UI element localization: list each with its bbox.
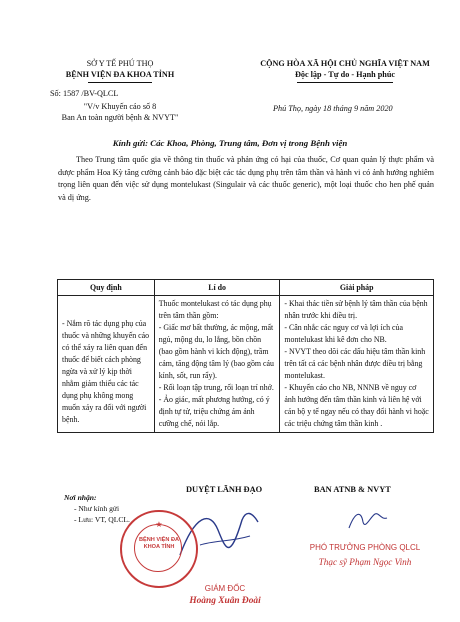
solution-cell — [280, 296, 434, 433]
doc-subject — [20, 101, 220, 123]
director-position: GIÁM ĐỐC — [204, 584, 246, 593]
vice-head-signature — [345, 506, 395, 536]
vice-head-position: PHÓ TRƯỞNG PHÒNG QLCL — [309, 543, 421, 552]
national-motto: Độc lập - Tự do - Hạnh phúc — [294, 70, 396, 79]
reason-item: Thuốc montelukast có tác dụng phụ trên tâm thần gồm: — [158, 299, 272, 320]
solution-item: - Khuyến cáo cho NB, NNNB về nguy cơ ảnh hưởng đến tâm thần kinh và liên hệ với cán bộ y tế ngay nếu có thay đổi hành vi hoặc các triệu chứng tâm thần kinh . — [284, 383, 429, 428]
country-name: CỘNG HÒA XÃ HỘI CHỦ NGHĨA VIỆT NAM — [260, 59, 430, 68]
guideline-table — [57, 279, 434, 433]
table-header: Lí do — [154, 280, 280, 296]
recipients-block — [64, 492, 130, 525]
recipients-title: Nơi nhận: — [64, 493, 97, 502]
header-right — [238, 58, 452, 80]
doc-number: Số: 1587 /BV-QLCL — [50, 89, 119, 98]
table-header: Quy định — [58, 280, 155, 296]
vice-head-name: Thạc sỹ Phạm Ngọc Vinh — [318, 557, 412, 567]
hospital-name: BỆNH VIỆN ĐA KHOA TỈNH — [65, 70, 175, 79]
recipients-line: - Lưu: VT, QLCL. — [74, 515, 130, 524]
recipients-line: - Như kính gửi — [74, 504, 120, 513]
committee-title: BAN ATNB & NVYT — [314, 485, 391, 494]
reason-item: - Rối loạn tập trung, rối loạn trí nhớ. — [158, 383, 274, 392]
ministry-name: SỞ Y TẾ PHÚ THỌ — [86, 59, 154, 68]
solution-item: - Khai thác tiền sử bệnh lý tâm thần của bệnh nhân trước khi điều trị. — [284, 299, 428, 320]
intro-paragraph: Theo Trung tâm quốc gia về thông tin thuốc và phản ứng có hại của thuốc, Cơ quan quản lý thực phẩm và dược phẩm Hoa Kỳ tăng cường cảnh báo đặc biệt các tác dụng phụ trên tâm thần và hành vi có ảnh hưởng nghiêm trọng liên quan đến việc sử dụng montelukast (Singulair và các thuốc generic), một loại thuốc cho hen phế quản và dị ứng. — [58, 155, 434, 202]
table-header-row — [58, 280, 434, 296]
approval-title: DUYỆT LÃNH ĐẠO — [186, 485, 263, 494]
director-name: Hoàng Xuân Đoài — [189, 596, 261, 606]
solution-item: - Cân nhắc các nguy cơ và lợi ích của montelukast khi kê đơn cho NB. — [284, 323, 403, 344]
reason-item: - Ảo giác, mất phương hướng, có ý định tự tử, triệu chứng ám ảnh cưỡng chế, nói lắp. — [158, 395, 270, 428]
table-row — [58, 296, 434, 433]
header-left-rule — [88, 82, 152, 83]
solution-item: - NVYT theo dõi các dấu hiệu tâm thần kinh trên tất cả các bệnh nhân được điều trị bằng montelukast. — [284, 347, 426, 380]
table-header: Giải pháp — [280, 280, 434, 296]
recipient-line: Kính gửi: Các Khoa, Phòng, Trung tâm, Đơn vị trong Bệnh viện — [112, 138, 348, 148]
header-left — [20, 58, 220, 80]
regulation-text: - Nắm rõ tác dụng phụ của thuốc và những khuyến cáo có thể xảy ra liên quan đến thuốc để biết cách phòng ngừa và xử lý kịp thời nhằm giảm thiểu các tác dụng phụ không mong muốn xảy ra đối với người bệnh. — [62, 319, 150, 424]
reason-item: - Giấc mơ bất thường, ác mộng, mất ngủ, mộng du, lo lắng, bồn chồn (bao gồm hành vi kích động), trầm cảm, tăng động tâm lý (bao gồm cáu kỉnh, sốt, run rẩy). — [158, 323, 274, 380]
doc-date: Phú Thọ, ngày 18 tháng 9 năm 2020 — [273, 104, 393, 113]
regulation-cell — [58, 296, 155, 433]
subject-line-2: Ban An toàn người bệnh & NVYT" — [61, 113, 179, 122]
hospital-stamp: ★ BỆNH VIỆN ĐA KHOA TỈNH — [120, 510, 198, 588]
header-right-rule — [297, 82, 393, 83]
stamp-text: BỆNH VIỆN ĐA KHOA TỈNH — [138, 537, 180, 550]
subject-line-1: "V/v Khuyến cáo số 8 — [83, 102, 157, 111]
reason-cell — [154, 296, 280, 433]
